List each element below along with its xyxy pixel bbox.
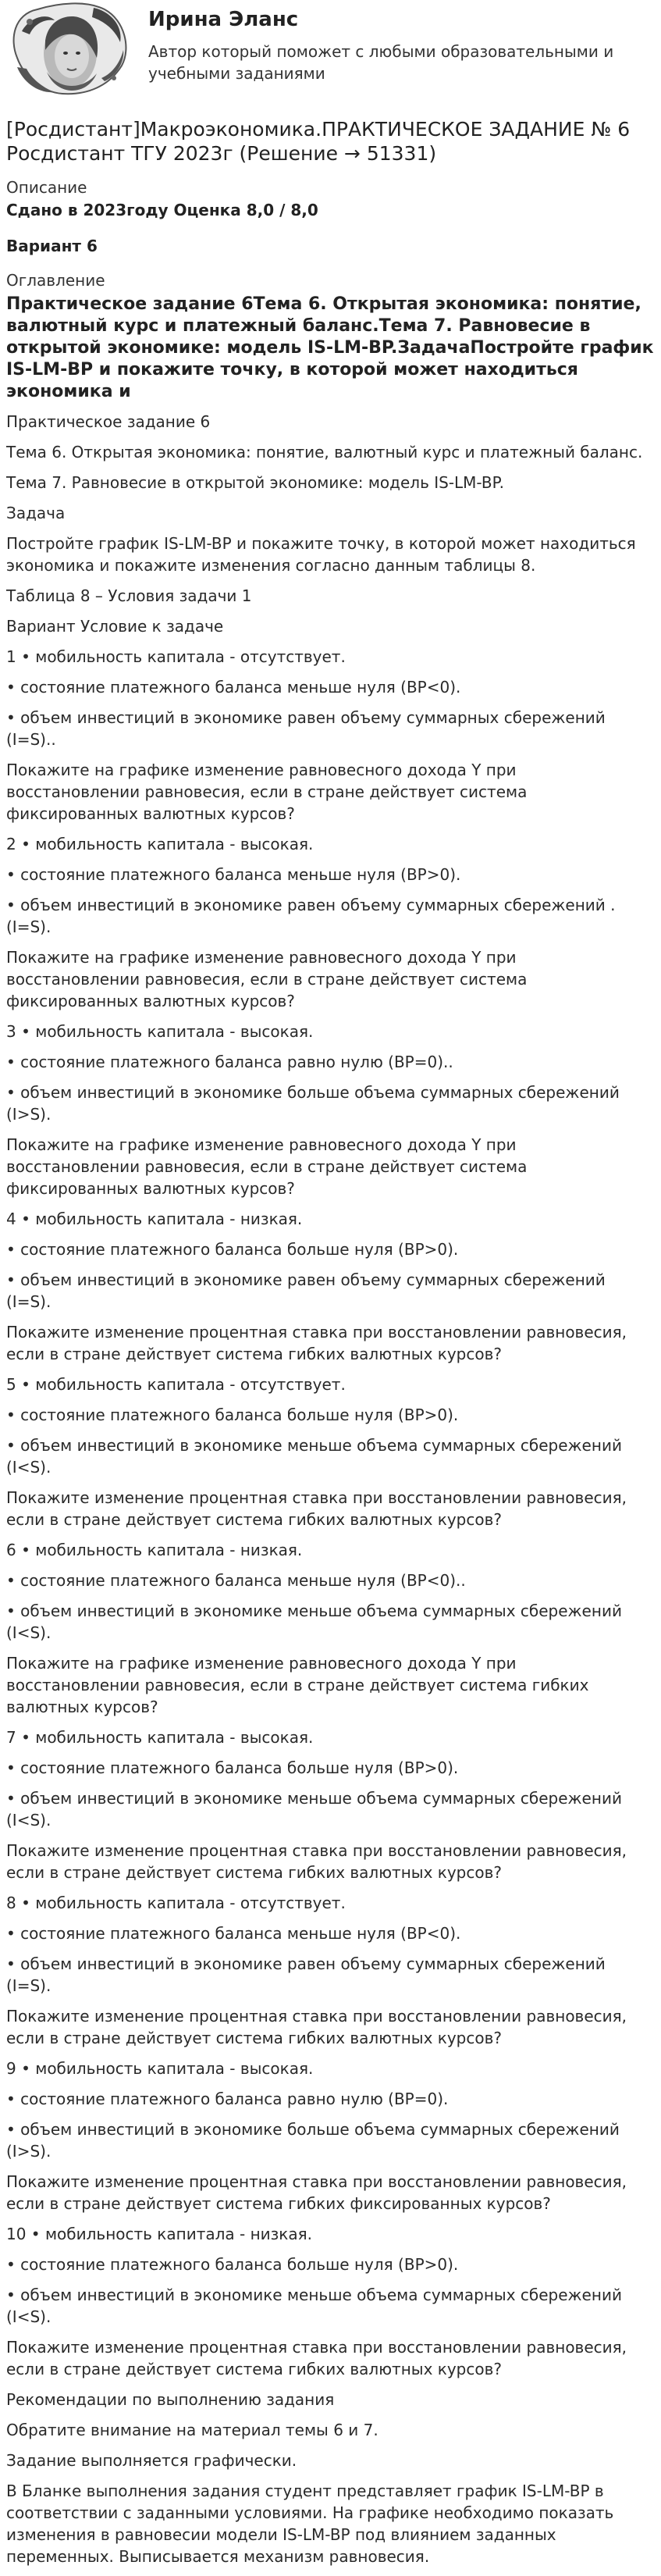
body-paragraph: 6 • мобильность капитала - низкая. <box>6 1541 303 1559</box>
body-paragraph: • объем инвестиций в экономике меньше объема суммарных сбережений (I<S). <box>6 1602 622 1642</box>
body-paragraph: 4 • мобильность капитала - низкая. <box>6 1210 303 1228</box>
author-description: Автор который поможет с любыми образовательными и учебными заданиями <box>148 42 614 83</box>
body-paragraph: Рекомендации по выполнению задания <box>6 2390 335 2409</box>
body-paragraph: Вариант Условие к задаче <box>6 617 224 636</box>
body-paragraph: Покажите изменение процентная ставка при восстановлении равновесия, если в стране действует система гибких валютных курсов? <box>6 1488 627 1529</box>
body-paragraph: • объем инвестиций в экономике меньше объема суммарных сбережений (I<S). <box>6 1436 622 1477</box>
body-paragraph: • состояние платежного баланса меньше нуля (BP<0).. <box>6 1571 466 1590</box>
grade-line: Сдано в 2023году Оценка 8,0 / 8,0 <box>6 201 318 219</box>
author-header <box>6 0 655 106</box>
body-paragraph: • состояние платежного баланса меньше нуля (BP<0). <box>6 1924 461 1943</box>
body-paragraph: • объем инвестиций в экономике равен объему суммарных сбережений (I=S). <box>6 1270 606 1311</box>
body-paragraph: • объем инвестиций в экономике меньше объема суммарных сбережений (I<S). <box>6 1789 622 1830</box>
body-paragraph: 2 • мобильность капитала - высокая. <box>6 835 314 853</box>
body-paragraph: Покажите на графике изменение равновесного дохода Y при восстановлении равновесия, если в стране действует система гибких валютных курсов? <box>6 1654 589 1716</box>
body-paragraph: 1 • мобильность капитала - отсутствует. <box>6 647 346 666</box>
body-paragraph: • объем инвестиций в экономике равен объему суммарных сбережений . (I=S). <box>6 896 616 936</box>
body-paragraph: 8 • мобильность капитала - отсутствует. <box>6 1894 346 1912</box>
author-name[interactable]: Ирина Эланс <box>148 8 299 31</box>
body-paragraph: 10 • мобильность капитала - низкая. <box>6 2225 313 2243</box>
body-paragraph: Покажите на графике изменение равновесного дохода Y при восстановлении равновесия, если в стране действует система фиксированных валютных курсов? <box>6 761 528 823</box>
body-paragraph: Задание выполняется графически. <box>6 2451 297 2470</box>
body-paragraph: • объем инвестиций в экономике меньше объема суммарных сбережений (I<S). <box>6 2286 622 2326</box>
document-body <box>6 411 655 2567</box>
body-paragraph: • состояние платежного баланса больше нуля (BP>0). <box>6 1406 459 1424</box>
body-paragraph: • объем инвестиций в экономике равен объему суммарных сбережений (I=S).. <box>6 708 606 749</box>
body-paragraph: Покажите изменение процентная ставка при восстановлении равновесия, если в стране действует система гибких валютных курсов? <box>6 1323 627 1363</box>
avatar-image <box>6 0 131 100</box>
body-paragraph: Покажите изменение процентная ставка при восстановлении равновесия, если в стране действует система гибких валютных курсов? <box>6 2338 627 2378</box>
body-paragraph: Покажите на графике изменение равновесного дохода Y при восстановлении равновесия, если в стране действует система фиксированных валютных курсов? <box>6 948 528 1010</box>
body-paragraph: Покажите на графике изменение равновесного дохода Y при восстановлении равновесия, если в стране действует система фиксированных валютных курсов? <box>6 1135 528 1198</box>
body-paragraph: • состояние платежного баланса больше нуля (BP>0). <box>6 1758 459 1777</box>
body-paragraph: • состояние платежного баланса больше нуля (BP>0). <box>6 1240 459 1259</box>
body-paragraph: 9 • мобильность капитала - высокая. <box>6 2059 314 2078</box>
body-paragraph: Покажите изменение процентная ставка при восстановлении равновесия, если в стране действует система гибких фиксированных курсов? <box>6 2172 627 2213</box>
body-paragraph: • состояние платежного баланса равно нулю (BP=0).. <box>6 1053 453 1071</box>
body-paragraph: • объем инвестиций в экономике больше объема суммарных сбережений (I>S). <box>6 2120 620 2161</box>
description-label: Описание <box>6 178 87 197</box>
body-paragraph: 5 • мобильность капитала - отсутствует. <box>6 1375 346 1394</box>
body-paragraph: • состояние платежного баланса меньше нуля (BP>0). <box>6 865 461 884</box>
body-paragraph: В Бланке выполнения задания студент представляет график IS-LM-BP в соответствии с заданными условиями. На графике необходимо показать изменения в равновесии модели IS-LM-BP под влиянием заданных переменных. Выписывается механизм равновесия. <box>6 2482 614 2566</box>
body-paragraph: • объем инвестиций в экономике равен объему суммарных сбережений (I=S). <box>6 1954 606 1995</box>
body-paragraph: Тема 7. Равновесие в открытой экономике: модель IS-LM-BP. <box>6 473 504 492</box>
author-info <box>131 0 617 84</box>
body-paragraph: Тема 6. Открытая экономика: понятие, валютный курс и платежный баланс. <box>6 443 643 461</box>
body-paragraph: Задача <box>6 504 66 522</box>
body-paragraph: Покажите изменение процентная ставка при восстановлении равновесия, если в стране действует система гибких валютных курсов? <box>6 1841 627 1882</box>
body-paragraph: Покажите изменение процентная ставка при восстановлении равновесия, если в стране действует система гибких валютных курсов? <box>6 2007 627 2047</box>
body-paragraph: Обратите внимание на материал темы 6 и 7. <box>6 2421 378 2439</box>
toc-heading: Практическое задание 6Тема 6. Открытая экономика: понятие, валютный курс и платежный баланс.Тема 7. Равновесие в открытой экономике: модель IS-LM-BP.ЗадачаПостройте график IS-LM-BP и покажите точку, в которой может находиться экономика и <box>6 294 654 401</box>
body-paragraph: • состояние платежного баланса равно нулю (BP=0). <box>6 2090 449 2108</box>
body-paragraph: • состояние платежного баланса меньше нуля (BP<0). <box>6 678 461 697</box>
body-paragraph: 3 • мобильность капитала - высокая. <box>6 1022 314 1041</box>
author-avatar[interactable] <box>6 0 131 100</box>
variant-label: Вариант 6 <box>6 237 98 255</box>
body-paragraph: Таблица 8 – Условия задачи 1 <box>6 586 252 605</box>
body-paragraph: Практическое задание 6 <box>6 412 211 431</box>
toc-label: Оглавление <box>6 271 105 290</box>
body-paragraph: Постройте график IS-LM-BP и покажите точку, в которой может находиться экономика и покажите изменения согласно данным таблицы 8. <box>6 534 636 575</box>
body-paragraph: 7 • мобильность капитала - высокая. <box>6 1728 314 1747</box>
body-paragraph: • объем инвестиций в экономике больше объема суммарных сбережений (I>S). <box>6 1083 620 1124</box>
document-title: [Росдистант]Макроэкономика.ПРАКТИЧЕСКОЕ ЗАДАНИЕ № 6 Росдистант ТГУ 2023г (Решение → 51331) <box>6 118 631 165</box>
body-paragraph: • состояние платежного баланса больше нуля (BP>0). <box>6 2255 459 2274</box>
